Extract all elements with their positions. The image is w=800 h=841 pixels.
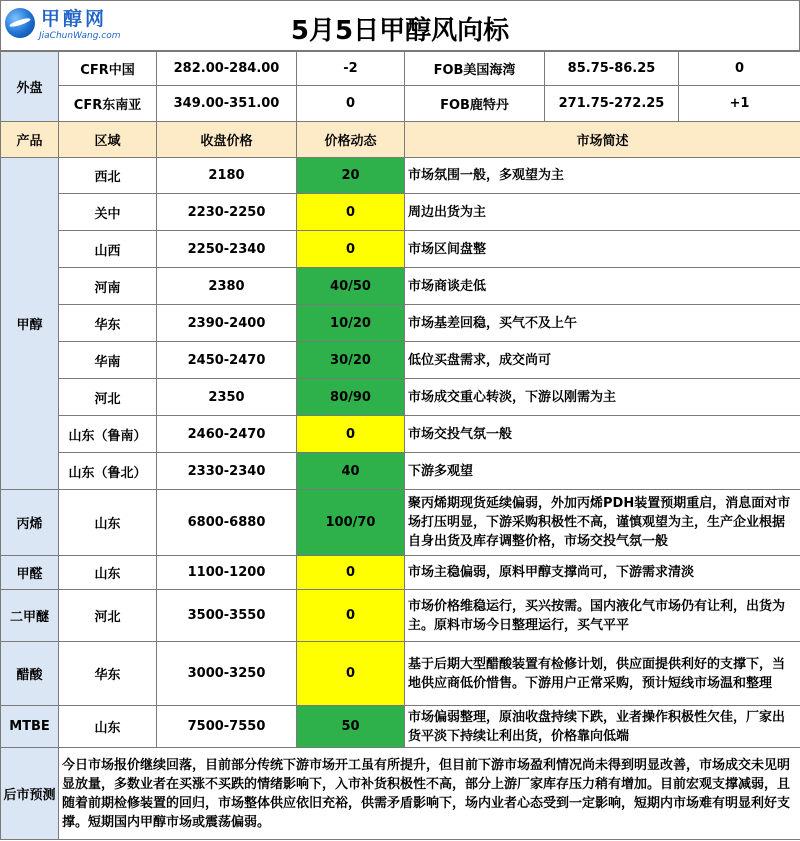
price-cell: 2230-2250: [157, 194, 297, 231]
description-cell: 市场基差回稳，买气不及上午: [405, 305, 800, 342]
change-cell: 40: [297, 453, 405, 490]
change-cell: 0: [297, 590, 405, 642]
description-cell: 下游多观望: [405, 453, 800, 490]
external-change: 0: [297, 86, 405, 122]
description-cell: 低位买盘需求，成交尚可: [405, 342, 800, 379]
description-cell: 聚丙烯期现货延续偏弱，外加丙烯PDH装置预期重启，消息面对市场打压明显，下游采购积极性不高，谨慎观望为主，生产企业根据自身出货及库存调整价格，市场交投气氛一般: [405, 490, 800, 556]
external-market-label: 外盘: [1, 52, 59, 122]
description-cell: 市场交投气氛一般: [405, 416, 800, 453]
region-cell: 西北: [59, 158, 157, 194]
external-change-2: +1: [679, 86, 800, 122]
change-cell: 0: [297, 416, 405, 453]
header-product: 产品: [1, 122, 59, 158]
price-cell: 2450-2470: [157, 342, 297, 379]
external-name: CFR东南亚: [59, 86, 157, 122]
header-description: 市场简述: [405, 122, 800, 158]
external-change: -2: [297, 52, 405, 86]
price-cell: 2330-2340: [157, 453, 297, 490]
region-cell: 华东: [59, 642, 157, 706]
region-cell: 华东: [59, 305, 157, 342]
description-cell: 基于后期大型醋酸装置有检修计划，供应面提供利好的支撑下，当地供应商低价惜售。下游用户正常采购，预计短线市场温和整理: [405, 642, 800, 706]
header-change: 价格动态: [297, 122, 405, 158]
change-cell: 20: [297, 158, 405, 194]
change-cell: 0: [297, 556, 405, 590]
price-cell: 6800-6880: [157, 490, 297, 556]
change-cell: 30/20: [297, 342, 405, 379]
price-cell: 2250-2340: [157, 231, 297, 268]
price-cell: 3000-3250: [157, 642, 297, 706]
region-cell: 山东（鲁北）: [59, 453, 157, 490]
description-cell: 市场成交重心转淡，下游以刚需为主: [405, 379, 800, 416]
change-cell: 0: [297, 231, 405, 268]
description-cell: 市场区间盘整: [405, 231, 800, 268]
price-cell: 2390-2400: [157, 305, 297, 342]
region-cell: 山西: [59, 231, 157, 268]
product-propylene: 丙烯: [1, 490, 59, 556]
logo-text: 甲醇网: [41, 8, 108, 30]
forecast-text: 今日市场报价继续回落，目前部分传统下游市场开工虽有所提升，但目前下游市场盈利情况尚未得到明显改善，市场成交未见明显放量，多数业者在买涨不买跌的情绪影响下，入市补货积极性不高，部分上游厂家库存压力稍有增加。目前宏观支撑减弱，且随着前期检修装置的回归，市场整体供应依旧充裕，供需矛盾影响下，场内业者心态受到一定影响，短期内市场难有明显利好支撑。短期国内甲醇市场或震荡偏弱。: [59, 748, 800, 840]
change-cell: 0: [297, 642, 405, 706]
region-cell: 华南: [59, 342, 157, 379]
description-cell: 市场偏弱整理，原油收盘持续下跌，业者操作积极性欠佳，厂家出货平淡下持续让利出货，价格靠向低端: [405, 706, 800, 748]
region-cell: 山东: [59, 706, 157, 748]
external-name-2: FOB美国海湾: [405, 52, 545, 86]
external-price-2: 85.75-86.25: [545, 52, 679, 86]
external-change-2: 0: [679, 52, 800, 86]
header-region: 区域: [59, 122, 157, 158]
logo-url: JiaChunWang.com: [39, 31, 121, 41]
change-cell: 0: [297, 194, 405, 231]
change-cell: 10/20: [297, 305, 405, 342]
description-cell: 市场价格维稳运行，买兴按需。国内液化气市场仍有让利，出货为主。原料市场今日整理运行，买气平平: [405, 590, 800, 642]
external-name-2: FOB鹿特丹: [405, 86, 545, 122]
product-formaldehyde: 甲醛: [1, 556, 59, 590]
external-name: CFR中国: [59, 52, 157, 86]
region-cell: 河南: [59, 268, 157, 305]
region-cell: 山东: [59, 490, 157, 556]
price-cell: 1100-1200: [157, 556, 297, 590]
header-price: 收盘价格: [157, 122, 297, 158]
change-cell: 80/90: [297, 379, 405, 416]
price-table: [0, 51, 800, 840]
price-cell: 2350: [157, 379, 297, 416]
price-cell: 2460-2470: [157, 416, 297, 453]
external-price: 282.00-284.00: [157, 52, 297, 86]
change-cell: 50: [297, 706, 405, 748]
price-cell: 2380: [157, 268, 297, 305]
page-title: 5月5日甲醇风向标: [290, 16, 510, 46]
description-cell: 市场氛围一般，多观望为主: [405, 158, 800, 194]
region-cell: 河北: [59, 590, 157, 642]
description-cell: 市场主稳偏弱，原料甲醇支撑尚可，下游需求清淡: [405, 556, 800, 590]
price-cell: 3500-3550: [157, 590, 297, 642]
product-methanol: 甲醇: [1, 158, 59, 490]
description-cell: 周边出货为主: [405, 194, 800, 231]
region-cell: 山东（鲁南）: [59, 416, 157, 453]
description-cell: 市场商谈走低: [405, 268, 800, 305]
price-cell: 7500-7550: [157, 706, 297, 748]
change-cell: 40/50: [297, 268, 405, 305]
region-cell: 山东: [59, 556, 157, 590]
product-dme: 二甲醚: [1, 590, 59, 642]
forecast-label: 后市预测: [1, 748, 59, 840]
region-cell: 河北: [59, 379, 157, 416]
external-price-2: 271.75-272.25: [545, 86, 679, 122]
change-cell: 100/70: [297, 490, 405, 556]
product-mtbe: MTBE: [1, 706, 59, 748]
region-cell: 关中: [59, 194, 157, 231]
product-acetic-acid: 醋酸: [1, 642, 59, 706]
price-cell: 2180: [157, 158, 297, 194]
page-header: [0, 0, 800, 51]
external-price: 349.00-351.00: [157, 86, 297, 122]
